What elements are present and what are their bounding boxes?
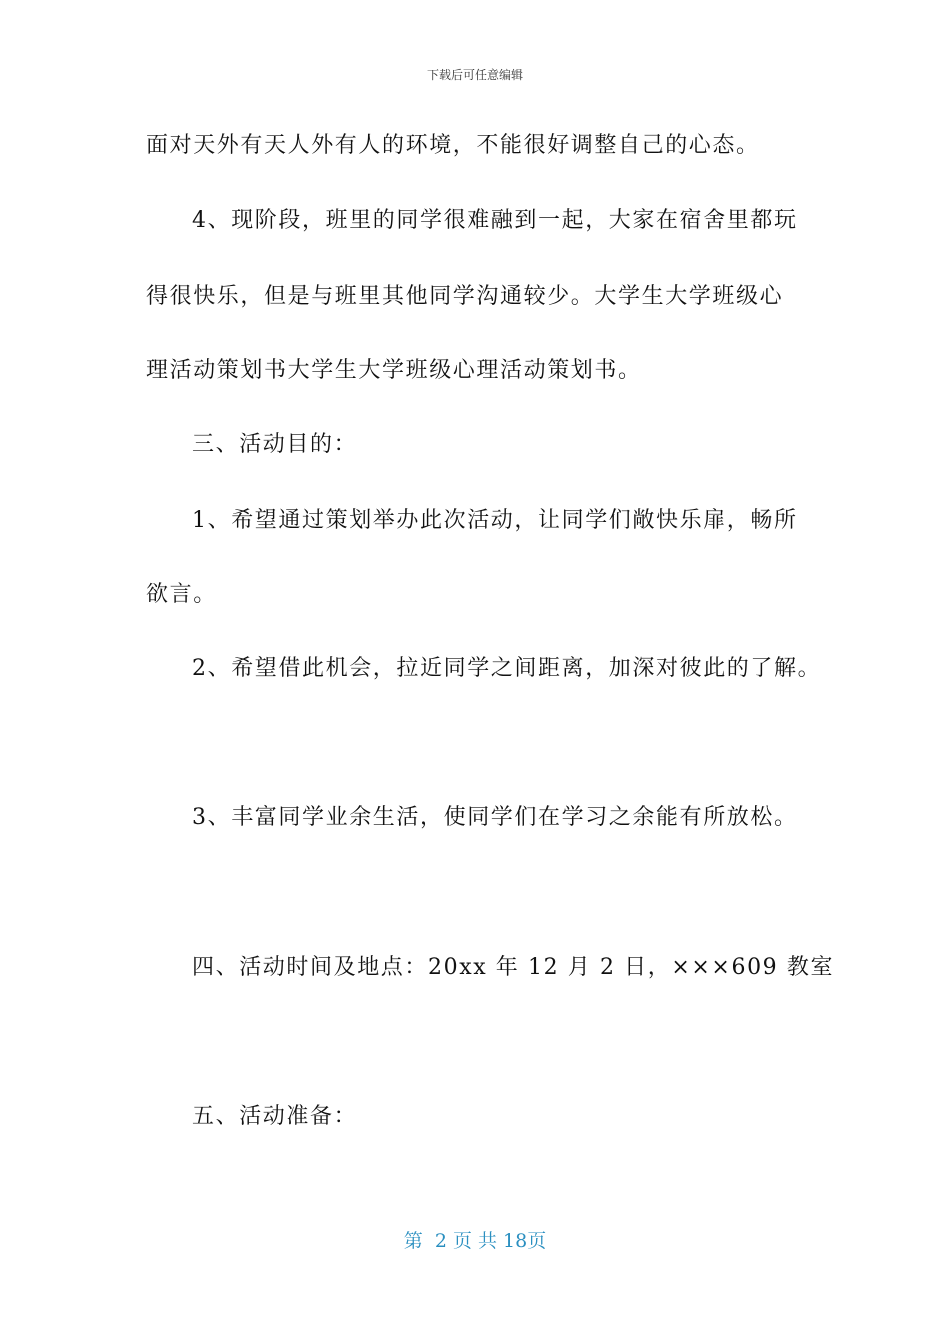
body-line-8: 2、希望借此机会，拉近同学之间距离，加深对彼此的了解。 [192, 656, 822, 681]
body-line-6: 1、希望通过策划举办此次活动，让同学们敞快乐扉，畅所 [192, 508, 798, 533]
body-line-4: 理活动策划书大学生大学班级心理活动策划书。 [146, 358, 642, 383]
body-line-9: 3、丰富同学业余生活，使同学们在学习之余能有所放松。 [192, 805, 798, 830]
body-line-2: 4、现阶段，班里的同学很难融到一起，大家在宿舍里都玩 [192, 208, 798, 233]
section-heading-goals: 三、活动目的： [192, 432, 358, 457]
body-line-1: 面对天外有天人外有人的环境，不能很好调整自己的心态。 [146, 133, 760, 158]
body-line-3: 得很快乐，但是与班里其他同学沟通较少。大学生大学班级心 [146, 284, 784, 309]
page-header: 下载后可任意编辑 [426, 68, 523, 82]
section-heading-time-place: 四、活动时间及地点：20xx 年 12 月 2 日，×××609 教室 [192, 955, 835, 980]
page-number-footer: 第 2 页 共 18页 [403, 1230, 547, 1252]
section-heading-preparation: 五、活动准备： [192, 1104, 358, 1129]
body-line-7: 欲言。 [146, 582, 217, 607]
